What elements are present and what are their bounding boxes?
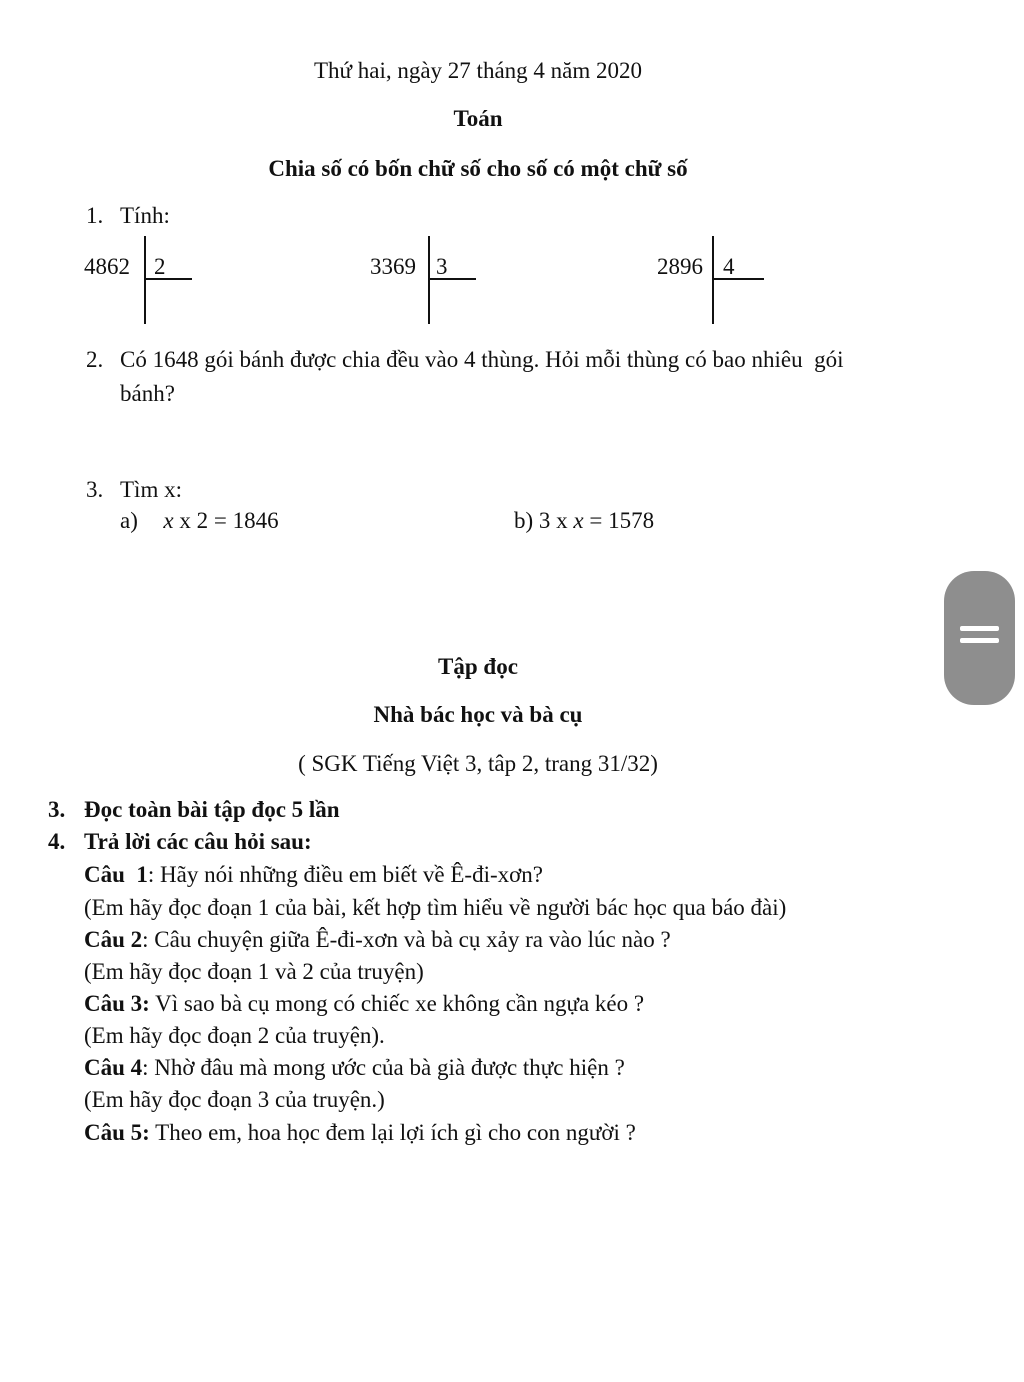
division-1-divisor: 2 [154,254,166,279]
reading-title: Nhà bác học và bà cụ [373,702,583,727]
scroll-handle[interactable] [944,571,1015,705]
question-2-text: Câu chuyện giữa Ê-đi-xơn và bà cụ xảy ra vào lúc nào ? [154,927,671,952]
division-3-divisor: 4 [723,254,735,279]
question-2 [84,927,671,953]
division-2-dividend: 3369 [370,254,416,279]
reading-subject: Tập đọc [438,654,518,679]
question-3 [84,991,644,1017]
reading-source: ( SGK Tiếng Việt 3, tâp 2, trang 31/32) [298,751,658,776]
lesson-title: Chia số có bốn chữ số cho số có một chữ số [268,156,688,181]
task3-text: Đọc toàn bài tập đọc 5 lần [84,797,340,822]
q3-b-prefix: b) 3 x [514,508,574,533]
q3-b-variable: x [573,508,584,533]
question-2-sep: : [142,927,155,952]
division-1-dividend: 4862 [84,254,130,279]
question-4-sep: : [142,1055,155,1080]
question-1 [84,862,543,888]
question-3-hint: (Em hãy đọc đoạn 2 của truyện). [84,1023,385,1048]
q3-b-equation: = 1578 [583,508,655,533]
question-4-text: Nhờ đâu mà mong ước của bà già được thực hiện ? [154,1055,625,1080]
q1-label: 1. [86,203,104,228]
q2-line1: Có 1648 gói bánh được chia đều vào 4 thùng. Hỏi mỗi thùng có bao nhiêu gói [120,347,844,372]
task3-label: 3. [48,797,66,822]
q2-line2: bánh? [120,381,175,406]
task4-text: Trả lời các câu hỏi sau: [84,829,312,854]
question-4 [84,1055,625,1081]
date-line: Thứ hai, ngày 27 tháng 4 năm 2020 [313,58,643,83]
question-5 [84,1120,636,1146]
division-3-horizontal-line [712,278,764,280]
question-3-label: Câu 3: [84,991,150,1016]
division-1 [84,236,196,326]
question-5-label: Câu 5: [84,1120,150,1145]
question-4-label: Câu 4 [84,1055,143,1080]
question-2-label: Câu 2 [84,927,143,952]
q1-text: Tính: [120,203,170,228]
task4-label: 4. [48,829,66,854]
q3-label: 3. [86,477,104,502]
question-4-hint: (Em hãy đọc đoạn 3 của truyện.) [84,1087,385,1112]
question-5-text: Theo em, hoa học đem lại lợi ích gì cho con người ? [155,1120,636,1145]
q3-part-b [514,508,654,534]
question-2-hint: (Em hãy đọc đoạn 1 và 2 của truyện) [84,959,424,984]
division-3 [657,236,769,326]
question-1-hint: (Em hãy đọc đoạn 1 của bài, kết hợp tìm hiểu về người bác học qua báo đài) [84,895,787,920]
question-1-text: Hãy nói những điều em biết về Ê-đi-xơn? [160,862,543,887]
division-3-vertical-line [712,236,714,324]
division-1-horizontal-line [144,278,192,280]
division-2-vertical-line [428,236,430,324]
q3-a-variable: x [163,508,174,533]
division-2 [370,236,482,326]
division-2-divisor: 3 [436,254,448,279]
question-1-label: Câu 1 [84,862,148,887]
q2-label: 2. [86,347,104,372]
question-3-text: Vì sao bà cụ mong có chiếc xe không cần ngựa kéo ? [155,991,645,1016]
q3-text: Tìm x: [120,477,182,502]
q3-a-label: a) [120,508,138,533]
q3-part-a [120,508,279,534]
subject-heading: Toán [453,106,503,131]
question-1-sep: : [147,862,161,887]
division-3-dividend: 2896 [657,254,703,279]
q3-a-equation: x 2 = 1846 [173,508,279,533]
division-1-vertical-line [144,236,146,324]
